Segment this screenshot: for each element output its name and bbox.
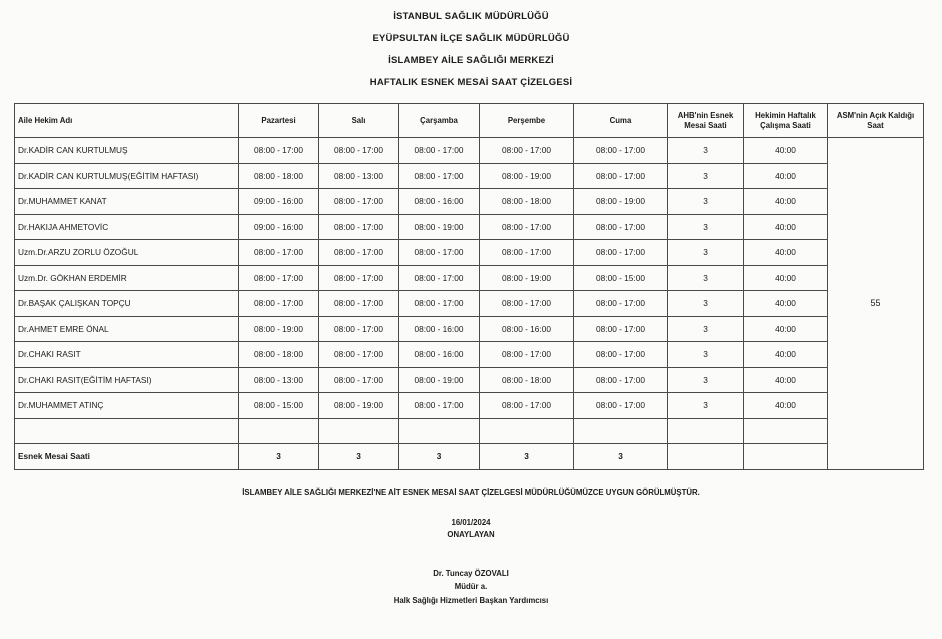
signer-role: Müdür a. <box>454 582 488 591</box>
tuesday-hours: 08:00 - 17:00 <box>319 291 399 317</box>
friday-hours: 08:00 - 17:00 <box>574 393 668 419</box>
monday-hours: 08:00 - 17:00 <box>239 291 319 317</box>
table-row <box>15 316 924 342</box>
friday-hours: 08:00 - 19:00 <box>574 189 668 215</box>
empty-cell <box>15 418 239 444</box>
table-row <box>15 214 924 240</box>
thursday-hours: 08:00 - 17:00 <box>480 214 574 240</box>
total-thursday: 3 <box>480 444 574 470</box>
approval-statement: İSLAMBEY AİLE SAĞLIĞI MERKEZİ'NE AİT ESNEK MESAİ SAAT ÇİZELGESİ MÜDÜRLÜĞÜMÜZCE UYGUN GÖRÜLMÜŞTÜR. <box>242 488 700 497</box>
wednesday-hours: 08:00 - 17:00 <box>399 138 480 164</box>
table-row <box>15 163 924 189</box>
table-row <box>15 342 924 368</box>
flex-hours: 3 <box>668 393 744 419</box>
table-row <box>15 138 924 164</box>
header-district: EYÜPSULTAN İLÇE SAĞLIK MÜDÜRLÜĞÜ <box>372 33 570 44</box>
monday-hours: 08:00 - 17:00 <box>239 265 319 291</box>
monday-hours: 08:00 - 17:00 <box>239 138 319 164</box>
friday-hours: 08:00 - 15:00 <box>574 265 668 291</box>
tuesday-hours: 08:00 - 17:00 <box>319 367 399 393</box>
wednesday-hours: 08:00 - 16:00 <box>399 342 480 368</box>
thursday-hours: 08:00 - 19:00 <box>480 163 574 189</box>
monday-hours: 08:00 - 18:00 <box>239 163 319 189</box>
total-row <box>15 444 924 470</box>
table-header-row <box>15 104 924 138</box>
wednesday-hours: 08:00 - 17:00 <box>399 291 480 317</box>
thursday-hours: 08:00 - 17:00 <box>480 138 574 164</box>
wednesday-hours: 08:00 - 16:00 <box>399 316 480 342</box>
empty-row <box>15 418 924 444</box>
weekly-hours: 40:00 <box>744 291 828 317</box>
header-center: İSLAMBEY AİLE SAĞLIĞI MERKEZİ <box>388 55 554 66</box>
wednesday-hours: 08:00 - 19:00 <box>399 214 480 240</box>
doctor-name: Dr.MUHAMMET KANAT <box>15 189 239 215</box>
empty-cell <box>319 418 399 444</box>
doctor-name: Dr.CHAKI RASIT(EĞİTİM HAFTASI) <box>15 367 239 393</box>
wednesday-hours: 08:00 - 17:00 <box>399 240 480 266</box>
flex-hours: 3 <box>668 214 744 240</box>
tuesday-hours: 08:00 - 17:00 <box>319 240 399 266</box>
wednesday-hours: 08:00 - 17:00 <box>399 393 480 419</box>
doctor-name: Uzm.Dr. GÖKHAN ERDEMİR <box>15 265 239 291</box>
monday-hours: 08:00 - 17:00 <box>239 240 319 266</box>
flex-hours: 3 <box>668 342 744 368</box>
tuesday-hours: 08:00 - 13:00 <box>319 163 399 189</box>
doctor-name: Dr.MUHAMMET ATINÇ <box>15 393 239 419</box>
monday-hours: 09:00 - 16:00 <box>239 214 319 240</box>
thursday-hours: 08:00 - 17:00 <box>480 291 574 317</box>
friday-hours: 08:00 - 17:00 <box>574 291 668 317</box>
doctor-name: Dr.AHMET EMRE ÖNAL <box>15 316 239 342</box>
col-header: Pazartesi <box>239 104 319 138</box>
table-row <box>15 367 924 393</box>
weekly-hours: 40:00 <box>744 265 828 291</box>
col-header: Salı <box>319 104 399 138</box>
friday-hours: 08:00 - 17:00 <box>574 367 668 393</box>
table-row <box>15 291 924 317</box>
monday-hours: 08:00 - 15:00 <box>239 393 319 419</box>
table-row <box>15 189 924 215</box>
empty-cell <box>239 418 319 444</box>
total-monday: 3 <box>239 444 319 470</box>
thursday-hours: 08:00 - 17:00 <box>480 240 574 266</box>
table-row <box>15 393 924 419</box>
doctor-name: Dr.CHAKI RASIT <box>15 342 239 368</box>
empty-cell <box>480 418 574 444</box>
col-header: Hekimin Haftalık Çalışma Saati <box>744 104 828 138</box>
thursday-hours: 08:00 - 19:00 <box>480 265 574 291</box>
flex-hours: 3 <box>668 138 744 164</box>
tuesday-hours: 08:00 - 17:00 <box>319 138 399 164</box>
col-header: Cuma <box>574 104 668 138</box>
flex-hours: 3 <box>668 265 744 291</box>
tuesday-hours: 08:00 - 17:00 <box>319 316 399 342</box>
flex-hours: 3 <box>668 240 744 266</box>
table-row <box>15 240 924 266</box>
schedule-table <box>14 103 924 470</box>
weekly-hours: 40:00 <box>744 316 828 342</box>
col-header: AHB'nin Esnek Mesai Saati <box>668 104 744 138</box>
empty-cell <box>574 418 668 444</box>
friday-hours: 08:00 - 17:00 <box>574 214 668 240</box>
weekly-hours: 40:00 <box>744 240 828 266</box>
monday-hours: 08:00 - 13:00 <box>239 367 319 393</box>
flex-hours: 3 <box>668 291 744 317</box>
thursday-hours: 08:00 - 17:00 <box>480 342 574 368</box>
flex-hours: 3 <box>668 163 744 189</box>
thursday-hours: 08:00 - 16:00 <box>480 316 574 342</box>
doctor-name: Dr.BAŞAK ÇALIŞKAN TOPÇU <box>15 291 239 317</box>
wednesday-hours: 08:00 - 19:00 <box>399 367 480 393</box>
wednesday-hours: 08:00 - 17:00 <box>399 265 480 291</box>
total-tuesday: 3 <box>319 444 399 470</box>
thursday-hours: 08:00 - 17:00 <box>480 393 574 419</box>
doctor-name: Uzm.Dr.ARZU ZORLU ÖZOĞUL <box>15 240 239 266</box>
doctor-name: Dr.KADİR CAN KURTULMUŞ(EĞİTİM HAFTASI) <box>15 163 239 189</box>
friday-hours: 08:00 - 17:00 <box>574 138 668 164</box>
flex-hours: 3 <box>668 189 744 215</box>
friday-hours: 08:00 - 17:00 <box>574 342 668 368</box>
approval-date: 16/01/2024 <box>451 518 491 527</box>
empty-cell <box>399 418 480 444</box>
signer-title: Halk Sağlığı Hizmetleri Başkan Yardımcısı <box>393 596 549 605</box>
weekly-hours: 40:00 <box>744 342 828 368</box>
table-row <box>15 265 924 291</box>
tuesday-hours: 08:00 - 19:00 <box>319 393 399 419</box>
friday-hours: 08:00 - 17:00 <box>574 240 668 266</box>
weekly-hours: 40:00 <box>744 189 828 215</box>
col-header: ASM'nin Açık Kaldığı Saat <box>828 104 924 138</box>
wednesday-hours: 08:00 - 17:00 <box>399 163 480 189</box>
doctor-name: Dr.KADİR CAN KURTULMUŞ <box>15 138 239 164</box>
tuesday-hours: 08:00 - 17:00 <box>319 265 399 291</box>
flex-hours: 3 <box>668 367 744 393</box>
friday-hours: 08:00 - 17:00 <box>574 163 668 189</box>
wednesday-hours: 08:00 - 16:00 <box>399 189 480 215</box>
weekly-hours: 40:00 <box>744 138 828 164</box>
col-header: Aile Hekim Adı <box>15 104 239 138</box>
tuesday-hours: 08:00 - 17:00 <box>319 189 399 215</box>
total-label: Esnek Mesai Saati <box>15 444 239 470</box>
empty-cell <box>668 444 744 470</box>
weekly-hours: 40:00 <box>744 393 828 419</box>
flex-hours: 3 <box>668 316 744 342</box>
thursday-hours: 08:00 - 18:00 <box>480 367 574 393</box>
monday-hours: 08:00 - 19:00 <box>239 316 319 342</box>
tuesday-hours: 08:00 - 17:00 <box>319 214 399 240</box>
monday-hours: 09:00 - 16:00 <box>239 189 319 215</box>
col-header: Çarşamba <box>399 104 480 138</box>
friday-hours: 08:00 - 17:00 <box>574 316 668 342</box>
tuesday-hours: 08:00 - 17:00 <box>319 342 399 368</box>
weekly-hours: 40:00 <box>744 214 828 240</box>
weekly-hours: 40:00 <box>744 163 828 189</box>
weekly-hours: 40:00 <box>744 367 828 393</box>
total-wednesday: 3 <box>399 444 480 470</box>
header-title: HAFTALIK ESNEK MESAİ SAAT ÇİZELGESİ <box>369 77 573 88</box>
asm-open-hours: 55 <box>828 138 924 470</box>
empty-cell <box>744 444 828 470</box>
monday-hours: 08:00 - 18:00 <box>239 342 319 368</box>
thursday-hours: 08:00 - 18:00 <box>480 189 574 215</box>
approver-label: ONAYLAYAN <box>447 530 495 539</box>
header-ministry: İSTANBUL SAĞLIK MÜDÜRLÜĞÜ <box>393 11 549 22</box>
empty-cell <box>668 418 744 444</box>
signer-name: Dr. Tuncay ÖZOVALI <box>433 569 509 578</box>
total-friday: 3 <box>574 444 668 470</box>
document-header <box>0 0 942 94</box>
doctor-name: Dr.HAKIJA AHMETOVİC <box>15 214 239 240</box>
empty-cell <box>744 418 828 444</box>
col-header: Perşembe <box>480 104 574 138</box>
